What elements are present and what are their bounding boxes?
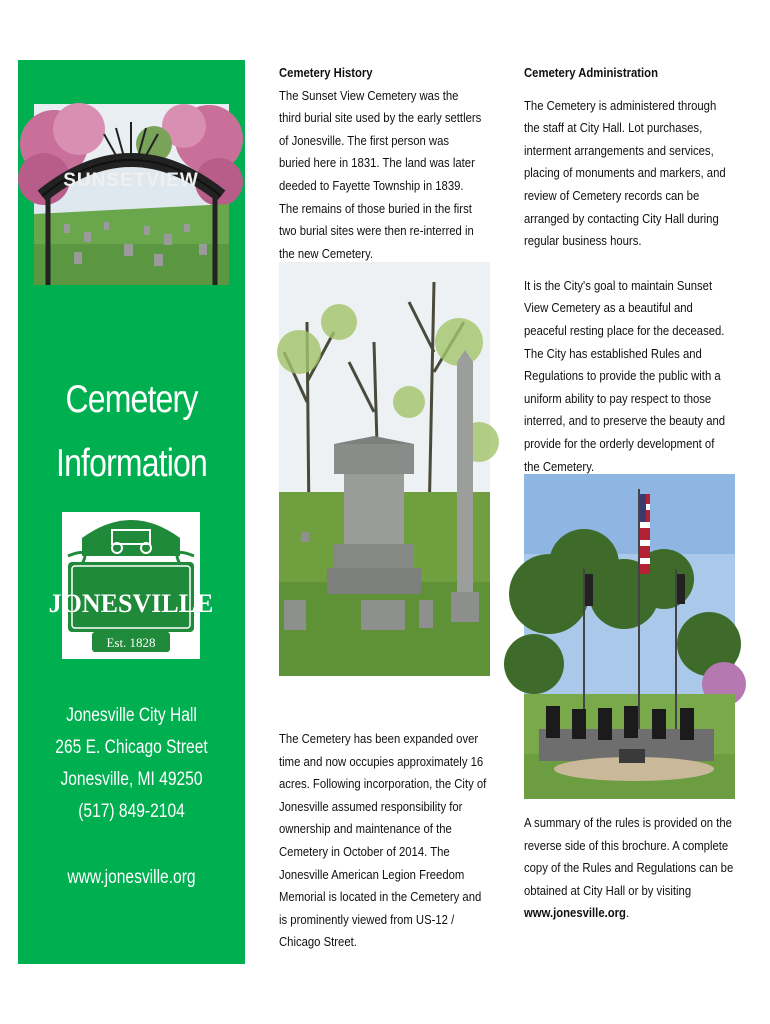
contact-phone: (517) 849-2104	[78, 801, 185, 822]
summary-column	[524, 812, 770, 925]
contact-city: Jonesville, MI 49250	[60, 769, 203, 790]
contact-street: 265 E. Chicago Street	[55, 737, 208, 758]
summary-text: A summary of the rules is provided on the reverse side of this brochure. A complete copy of the Rules and Regulations can be obtained at City Hall or by visiting	[524, 815, 734, 898]
administration-heading: Cemetery Administration	[524, 65, 658, 80]
summary-body	[524, 812, 738, 925]
memorial-photo	[524, 474, 735, 799]
title-line-2: Information	[56, 442, 207, 485]
administration-column	[524, 62, 770, 478]
title-line-1: Cemetery	[65, 378, 198, 421]
expansion-column	[279, 728, 517, 954]
history-column	[279, 62, 517, 265]
logo-name: JONESVILLE	[48, 589, 214, 618]
gate-sign-text: SUNSETVIEW	[63, 170, 199, 191]
brochure-title	[18, 368, 245, 496]
contact-website-link[interactable]: www.jonesville.org	[67, 867, 196, 888]
history-heading: Cemetery History	[279, 65, 373, 80]
jonesville-logo	[48, 512, 214, 659]
administration-body: The Cemetery is administered through the staff at City Hall. Lot purchases, interment arrangements and services, placing of monuments and markers, and review of Cemetery records can be arranged by contacting City Hall during regular business hours.	[524, 97, 726, 249]
contact-name: Jonesville City Hall	[66, 705, 197, 726]
logo-est: Est. 1828	[106, 635, 156, 650]
summary-website-link[interactable]: www.jonesville.org	[524, 905, 626, 921]
sidebar-panel	[18, 60, 245, 964]
monument-photo	[279, 262, 490, 676]
expansion-body: The Cemetery has been expanded over time and now occupies approximately 16 acres. Following incorporation, the City of Jonesville assumed responsibility for ownership and maintenance of the Cemetery in October of 2014. The Jonesville American Legion Freedom Memorial is located in the Cemetery and is prominently viewed from US-12 / Chicago Street.	[279, 731, 487, 950]
summary-end: .	[625, 905, 630, 921]
history-body: The Sunset View Cemetery was the third burial site used by the early settlers of Jonesville. The first person was buried here in 1831. The land was later deeded to Fayette Township in 1839. The remains of those buried in the first two burial sites were then re-interred in the new Cemetery.	[279, 87, 482, 261]
contact-block	[18, 700, 245, 894]
goal-body: It is the City's goal to maintain Sunset View Cemetery as a beautiful and peaceful resting place for the deceased. The City has established Rules and Regulations to provide the public with a uniform ability to pay respect to those interred, and to preserve the beauty and provide for the orderly development of the Cemetery.	[524, 277, 726, 474]
cemetery-gate-photo	[34, 104, 229, 285]
